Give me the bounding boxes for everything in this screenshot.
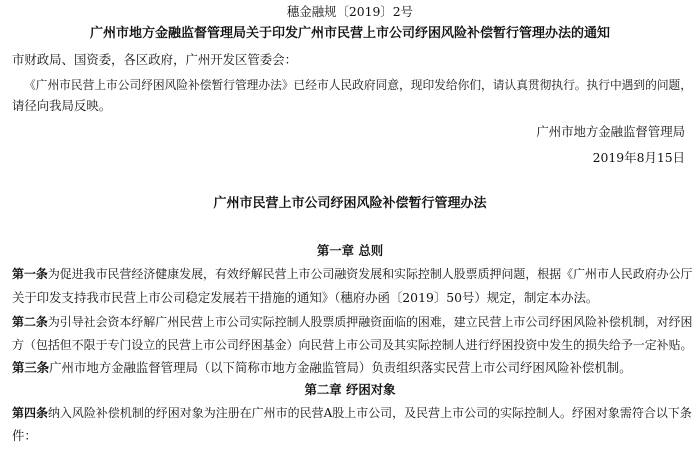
article-1-label: 第一条 bbox=[12, 267, 48, 281]
chapter-1-heading: 第一章 总则 bbox=[316, 243, 384, 258]
issue-date: 2019年8月15日 bbox=[592, 150, 685, 165]
notice-body-line-1: 《广州市民营上市公司纾困风险补偿暂行管理办法》已经市人民政府同意，现印发给你们，请认真贯彻执行。执行中遇到的问题， bbox=[24, 78, 692, 92]
document-number: 穗金融规〔2019〕2号 bbox=[286, 4, 414, 19]
article-1-line-1 bbox=[12, 266, 692, 282]
article-4-line-1 bbox=[12, 405, 692, 421]
article-4-label: 第四条 bbox=[12, 406, 48, 420]
article-1-line-2: 关于印发支持我市民营上市公司稳定发展若干措施的通知》（穗府办函〔2019〕50号）规定，制定本办法。 bbox=[12, 290, 599, 305]
article-3-line-1 bbox=[12, 360, 632, 376]
article-3-text-1: 广州市地方金融监督管理局（以下简称市地方金融监管局）负责组织落实民营上市公司纾困风险补偿机制。 bbox=[49, 360, 632, 375]
article-2-label: 第二条 bbox=[12, 315, 48, 329]
issuer-signature: 广州市地方金融监督管理局 bbox=[536, 124, 685, 139]
article-4-text-1: 纳入风险补偿机制的纾困对象为注册在广州市的民营A股上市公司，及民营上市公司的实际控制人。纾困对象需符合以下条 bbox=[47, 406, 692, 420]
chapter-2-heading: 第二章 纾困对象 bbox=[304, 382, 396, 397]
article-2-line-1 bbox=[12, 314, 692, 330]
article-3-label: 第三条 bbox=[12, 360, 50, 375]
article-4-line-2: 件： bbox=[12, 428, 37, 443]
article-1-text-1: 为促进我市民营经济健康发展，有效纾解民营上市公司融资发展和实际控制人股票质押问题，根据《广州市人民政府办公厅 bbox=[47, 267, 693, 281]
article-2-line-2: 方（包括但不限于专门设立的民营上市公司纾困基金）向民营上市公司及其实际控制人进行纾困投资中发生的损失给予一定补贴。 bbox=[12, 338, 693, 352]
measures-title: 广州市民营上市公司纾困风险补偿暂行管理办法 bbox=[213, 196, 487, 211]
article-2-text-1: 为引导社会资本纾解广州民营上市公司实际控制人股票质押融资面临的困难，建立民营上市公司纾困风险补偿机制，对纾困 bbox=[47, 315, 693, 329]
notice-title: 广州市地方金融监督管理局关于印发广州市民营上市公司纾困风险补偿暂行管理办法的通知 bbox=[89, 26, 610, 41]
notice-body-line-2: 请径向我局反映。 bbox=[12, 98, 112, 113]
recipients-line: 市财政局、国资委，各区政府，广州开发区管委会： bbox=[12, 52, 297, 67]
